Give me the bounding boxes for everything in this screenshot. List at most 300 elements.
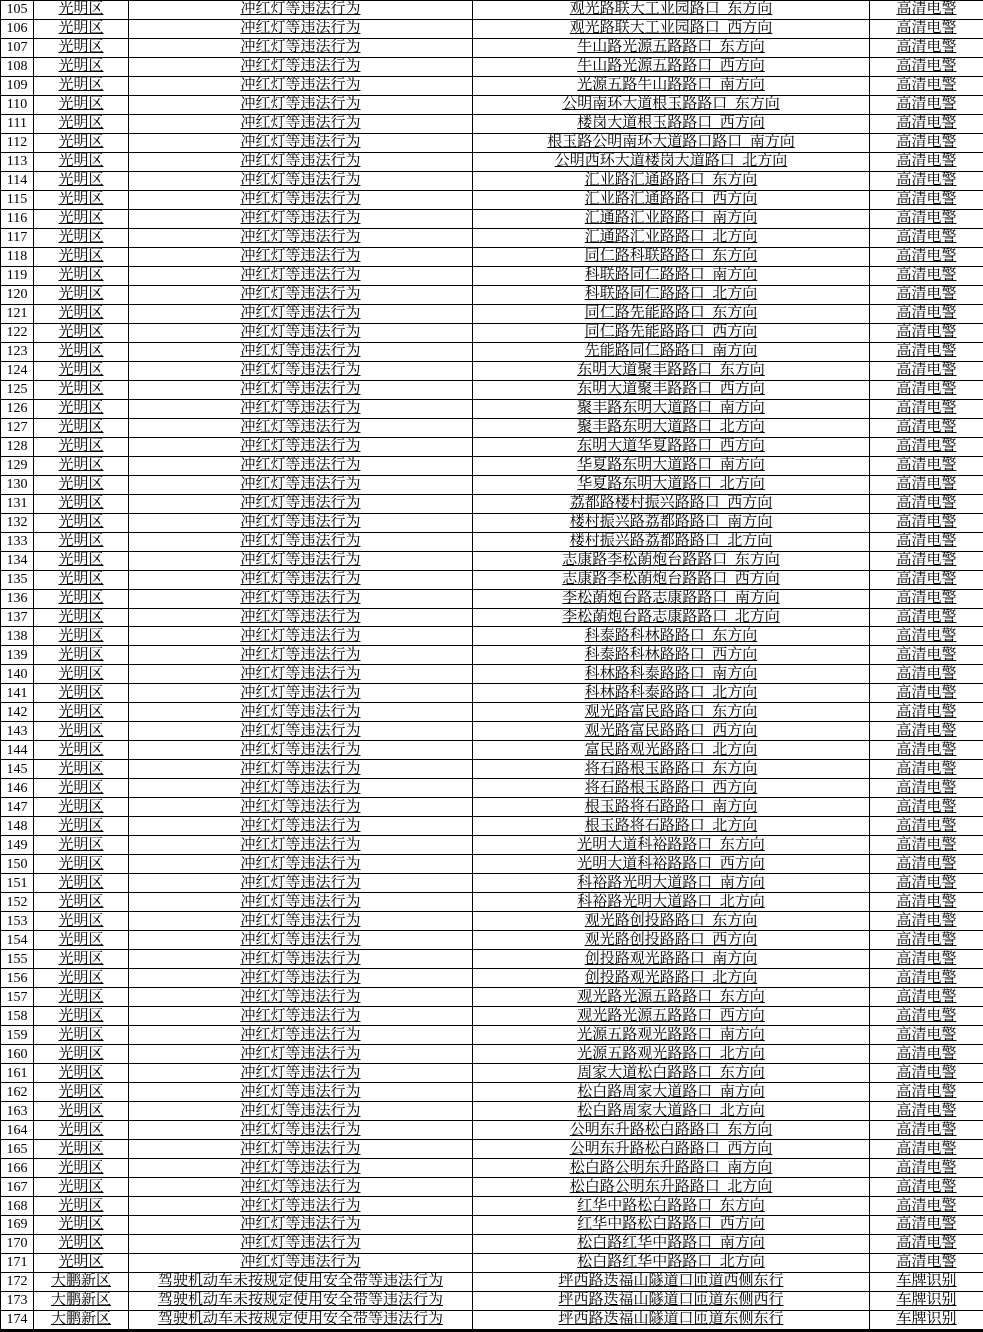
cell-district: 光明区 xyxy=(34,399,129,418)
cell-camera-type: 高清电警 xyxy=(870,1216,983,1235)
cell-camera-type: 高清电警 xyxy=(870,19,983,38)
cell-location: 观光路富民路路口 东方向 xyxy=(473,703,870,722)
cell-row-number: 142 xyxy=(1,703,34,722)
cell-violation-type: 冲红灯等违法行为 xyxy=(129,627,473,646)
cell-district: 光明区 xyxy=(34,114,129,133)
table-row xyxy=(1,380,983,399)
cell-location: 周家大道松白路路口 东方向 xyxy=(473,1064,870,1083)
cell-row-number: 131 xyxy=(1,494,34,513)
cell-row-number: 141 xyxy=(1,684,34,703)
cell-violation-type: 冲红灯等违法行为 xyxy=(129,1178,473,1197)
cell-camera-type: 高清电警 xyxy=(870,380,983,399)
cell-location: 松白路公明东升路路口 南方向 xyxy=(473,1159,870,1178)
table-row xyxy=(1,855,983,874)
cell-district: 光明区 xyxy=(34,95,129,114)
cell-row-number: 151 xyxy=(1,874,34,893)
cell-row-number: 128 xyxy=(1,437,34,456)
cell-location: 科林路科泰路路口 北方向 xyxy=(473,684,870,703)
table-row xyxy=(1,1272,983,1291)
cell-row-number: 110 xyxy=(1,95,34,114)
cell-location: 将石路根玉路路口 西方向 xyxy=(473,779,870,798)
cell-violation-type: 冲红灯等违法行为 xyxy=(129,342,473,361)
cell-camera-type: 高清电警 xyxy=(870,1234,983,1253)
cell-camera-type: 高清电警 xyxy=(870,494,983,513)
cell-violation-type: 冲红灯等违法行为 xyxy=(129,323,473,342)
table-row xyxy=(1,361,983,380)
table-row xyxy=(1,912,983,931)
table-row xyxy=(1,171,983,190)
cell-district: 光明区 xyxy=(34,57,129,76)
table-row xyxy=(1,931,983,950)
cell-violation-type: 冲红灯等违法行为 xyxy=(129,969,473,988)
cell-camera-type: 高清电警 xyxy=(870,76,983,95)
cell-row-number: 149 xyxy=(1,836,34,855)
cell-location: 志康路李松蓢炮台路路口 东方向 xyxy=(473,551,870,570)
table-row xyxy=(1,247,983,266)
cell-location: 光明大道科裕路路口 东方向 xyxy=(473,836,870,855)
cell-district: 光明区 xyxy=(34,171,129,190)
cell-district: 光明区 xyxy=(34,266,129,285)
cell-violation-type: 冲红灯等违法行为 xyxy=(129,228,473,247)
cell-violation-type: 冲红灯等违法行为 xyxy=(129,931,473,950)
table-row xyxy=(1,1159,983,1178)
cell-district: 光明区 xyxy=(34,494,129,513)
cell-camera-type: 高清电警 xyxy=(870,760,983,779)
cell-camera-type: 高清电警 xyxy=(870,703,983,722)
cell-row-number: 137 xyxy=(1,608,34,627)
table-row xyxy=(1,228,983,247)
cell-violation-type: 冲红灯等违法行为 xyxy=(129,874,473,893)
cell-camera-type: 高清电警 xyxy=(870,1159,983,1178)
cell-location: 同仁路科联路路口 东方向 xyxy=(473,247,870,266)
cell-row-number: 162 xyxy=(1,1083,34,1102)
table-row xyxy=(1,817,983,836)
cell-district: 光明区 xyxy=(34,988,129,1007)
cell-camera-type: 高清电警 xyxy=(870,95,983,114)
cell-camera-type: 高清电警 xyxy=(870,570,983,589)
cell-violation-type: 冲红灯等违法行为 xyxy=(129,589,473,608)
cell-violation-type: 冲红灯等违法行为 xyxy=(129,285,473,304)
cell-row-number: 170 xyxy=(1,1234,34,1253)
cell-district: 光明区 xyxy=(34,1,129,20)
cell-location: 红华中路松白路路口 西方向 xyxy=(473,1216,870,1235)
cell-district: 光明区 xyxy=(34,1140,129,1159)
cell-violation-type: 驾驶机动车未按规定使用安全带等违法行为 xyxy=(129,1310,473,1330)
cell-violation-type: 冲红灯等违法行为 xyxy=(129,76,473,95)
cell-district: 光明区 xyxy=(34,209,129,228)
cell-camera-type: 高清电警 xyxy=(870,608,983,627)
cell-violation-type: 冲红灯等违法行为 xyxy=(129,380,473,399)
cell-camera-type: 高清电警 xyxy=(870,171,983,190)
table-row xyxy=(1,969,983,988)
cell-location: 汇业路汇通路路口 东方向 xyxy=(473,171,870,190)
cell-row-number: 171 xyxy=(1,1253,34,1272)
cell-violation-type: 冲红灯等违法行为 xyxy=(129,1197,473,1216)
cell-row-number: 124 xyxy=(1,361,34,380)
cell-location: 根玉路将石路路口 北方向 xyxy=(473,817,870,836)
cell-district: 光明区 xyxy=(34,608,129,627)
cell-row-number: 109 xyxy=(1,76,34,95)
cell-camera-type: 高清电警 xyxy=(870,1140,983,1159)
cell-district: 光明区 xyxy=(34,1178,129,1197)
cell-row-number: 111 xyxy=(1,114,34,133)
cell-district: 光明区 xyxy=(34,38,129,57)
cell-location: 汇通路汇业路路口 南方向 xyxy=(473,209,870,228)
cell-row-number: 115 xyxy=(1,190,34,209)
table-row xyxy=(1,19,983,38)
cell-row-number: 120 xyxy=(1,285,34,304)
cell-district: 光明区 xyxy=(34,779,129,798)
cell-district: 光明区 xyxy=(34,950,129,969)
cell-row-number: 148 xyxy=(1,817,34,836)
table-row xyxy=(1,418,983,437)
cell-row-number: 112 xyxy=(1,133,34,152)
cell-camera-type: 高清电警 xyxy=(870,684,983,703)
cell-district: 光明区 xyxy=(34,760,129,779)
cell-district: 光明区 xyxy=(34,418,129,437)
cell-location: 楼村振兴路荔都路路口 南方向 xyxy=(473,513,870,532)
cell-violation-type: 冲红灯等违法行为 xyxy=(129,399,473,418)
cell-camera-type: 高清电警 xyxy=(870,285,983,304)
table-row xyxy=(1,874,983,893)
cell-location: 牛山路光源五路路口 东方向 xyxy=(473,38,870,57)
cell-location: 根玉路将石路路口 南方向 xyxy=(473,798,870,817)
cell-violation-type: 驾驶机动车未按规定使用安全带等违法行为 xyxy=(129,1272,473,1291)
cell-location: 观光路创投路路口 西方向 xyxy=(473,931,870,950)
table-row xyxy=(1,399,983,418)
cell-location: 坪西路迭福山隧道口匝道东侧西行 xyxy=(473,1291,870,1310)
cell-district: 光明区 xyxy=(34,228,129,247)
cell-location: 志康路李松蓢炮台路路口 西方向 xyxy=(473,570,870,589)
cell-district: 光明区 xyxy=(34,361,129,380)
cell-location: 科联路同仁路路口 南方向 xyxy=(473,266,870,285)
cell-row-number: 135 xyxy=(1,570,34,589)
cell-camera-type: 高清电警 xyxy=(870,152,983,171)
cell-violation-type: 冲红灯等违法行为 xyxy=(129,456,473,475)
cell-camera-type: 高清电警 xyxy=(870,1,983,20)
cell-row-number: 117 xyxy=(1,228,34,247)
cell-camera-type: 高清电警 xyxy=(870,304,983,323)
cell-district: 光明区 xyxy=(34,551,129,570)
cell-district: 光明区 xyxy=(34,817,129,836)
cell-camera-type: 高清电警 xyxy=(870,456,983,475)
cell-camera-type: 车牌识别 xyxy=(870,1310,983,1330)
cell-location: 公明南环大道根玉路路口 东方向 xyxy=(473,95,870,114)
cell-district: 光明区 xyxy=(34,437,129,456)
cell-row-number: 168 xyxy=(1,1197,34,1216)
cell-district: 光明区 xyxy=(34,532,129,551)
cell-violation-type: 冲红灯等违法行为 xyxy=(129,532,473,551)
cell-row-number: 106 xyxy=(1,19,34,38)
cell-violation-type: 冲红灯等违法行为 xyxy=(129,893,473,912)
cell-camera-type: 高清电警 xyxy=(870,1178,983,1197)
cell-violation-type: 冲红灯等违法行为 xyxy=(129,665,473,684)
cell-location: 松白路红华中路路口 南方向 xyxy=(473,1234,870,1253)
cell-row-number: 139 xyxy=(1,646,34,665)
cell-violation-type: 冲红灯等违法行为 xyxy=(129,190,473,209)
cell-camera-type: 高清电警 xyxy=(870,798,983,817)
cell-location: 观光路联大工业园路口 东方向 xyxy=(473,1,870,20)
cell-district: 光明区 xyxy=(34,190,129,209)
cell-row-number: 143 xyxy=(1,722,34,741)
table-row xyxy=(1,1083,983,1102)
cell-camera-type: 高清电警 xyxy=(870,1026,983,1045)
cell-violation-type: 冲红灯等违法行为 xyxy=(129,1121,473,1140)
cell-district: 光明区 xyxy=(34,342,129,361)
cell-row-number: 146 xyxy=(1,779,34,798)
cell-location: 观光路创投路路口 东方向 xyxy=(473,912,870,931)
cell-location: 红华中路松白路路口 东方向 xyxy=(473,1197,870,1216)
table-row xyxy=(1,475,983,494)
table-row xyxy=(1,779,983,798)
cell-camera-type: 高清电警 xyxy=(870,133,983,152)
cell-camera-type: 高清电警 xyxy=(870,874,983,893)
table-row xyxy=(1,950,983,969)
table-row xyxy=(1,703,983,722)
cell-row-number: 140 xyxy=(1,665,34,684)
cell-violation-type: 冲红灯等违法行为 xyxy=(129,855,473,874)
table-row xyxy=(1,1,983,20)
cell-row-number: 147 xyxy=(1,798,34,817)
cell-violation-type: 冲红灯等违法行为 xyxy=(129,703,473,722)
cell-district: 光明区 xyxy=(34,855,129,874)
cell-camera-type: 高清电警 xyxy=(870,1007,983,1026)
cell-camera-type: 高清电警 xyxy=(870,1197,983,1216)
cell-row-number: 118 xyxy=(1,247,34,266)
cell-violation-type: 冲红灯等违法行为 xyxy=(129,1234,473,1253)
cell-violation-type: 冲红灯等违法行为 xyxy=(129,988,473,1007)
table-row xyxy=(1,1310,983,1330)
table-row xyxy=(1,456,983,475)
cell-violation-type: 冲红灯等违法行为 xyxy=(129,646,473,665)
table-row xyxy=(1,646,983,665)
table-row xyxy=(1,323,983,342)
table-row xyxy=(1,152,983,171)
cell-violation-type: 冲红灯等违法行为 xyxy=(129,209,473,228)
cell-district: 光明区 xyxy=(34,1102,129,1121)
cell-camera-type: 高清电警 xyxy=(870,190,983,209)
table-row xyxy=(1,513,983,532)
cell-camera-type: 高清电警 xyxy=(870,1045,983,1064)
cell-location: 东明大道聚丰路路口 东方向 xyxy=(473,361,870,380)
cell-violation-type: 冲红灯等违法行为 xyxy=(129,266,473,285)
cell-row-number: 113 xyxy=(1,152,34,171)
cell-row-number: 161 xyxy=(1,1064,34,1083)
cell-location: 李松蓢炮台路志康路路口 南方向 xyxy=(473,589,870,608)
cell-row-number: 155 xyxy=(1,950,34,969)
cell-camera-type: 高清电警 xyxy=(870,893,983,912)
cell-violation-type: 冲红灯等违法行为 xyxy=(129,1007,473,1026)
cell-camera-type: 高清电警 xyxy=(870,38,983,57)
cell-violation-type: 冲红灯等违法行为 xyxy=(129,684,473,703)
cell-camera-type: 高清电警 xyxy=(870,551,983,570)
table-row xyxy=(1,95,983,114)
cell-location: 创投路观光路路口 南方向 xyxy=(473,950,870,969)
cell-camera-type: 高清电警 xyxy=(870,969,983,988)
cell-location: 华夏路东明大道路口 南方向 xyxy=(473,456,870,475)
table-row xyxy=(1,1045,983,1064)
cell-location: 东明大道华夏路路口 西方向 xyxy=(473,437,870,456)
cell-location: 光源五路牛山路路口 南方向 xyxy=(473,76,870,95)
table-row xyxy=(1,114,983,133)
cell-row-number: 166 xyxy=(1,1159,34,1178)
cell-location: 楼岗大道根玉路路口 西方向 xyxy=(473,114,870,133)
cell-camera-type: 高清电警 xyxy=(870,1083,983,1102)
table-row xyxy=(1,798,983,817)
cell-violation-type: 冲红灯等违法行为 xyxy=(129,817,473,836)
cell-location: 观光路光源五路路口 西方向 xyxy=(473,1007,870,1026)
cell-camera-type: 高清电警 xyxy=(870,57,983,76)
cell-district: 光明区 xyxy=(34,665,129,684)
cell-violation-type: 冲红灯等违法行为 xyxy=(129,1216,473,1235)
table-row xyxy=(1,1064,983,1083)
cell-district: 光明区 xyxy=(34,1026,129,1045)
table-row xyxy=(1,589,983,608)
table-row xyxy=(1,741,983,760)
cell-location: 科泰路科林路路口 西方向 xyxy=(473,646,870,665)
cell-row-number: 157 xyxy=(1,988,34,1007)
cell-district: 光明区 xyxy=(34,741,129,760)
cell-violation-type: 冲红灯等违法行为 xyxy=(129,171,473,190)
cell-camera-type: 高清电警 xyxy=(870,266,983,285)
cell-location: 先能路同仁路路口 南方向 xyxy=(473,342,870,361)
cell-camera-type: 高清电警 xyxy=(870,646,983,665)
cell-location: 科裕路光明大道路口 北方向 xyxy=(473,893,870,912)
cell-violation-type: 冲红灯等违法行为 xyxy=(129,152,473,171)
cell-camera-type: 高清电警 xyxy=(870,931,983,950)
cell-location: 荔都路楼村振兴路路口 西方向 xyxy=(473,494,870,513)
table-row xyxy=(1,1026,983,1045)
cell-district: 光明区 xyxy=(34,912,129,931)
cell-location: 公明东升路松白路路口 西方向 xyxy=(473,1140,870,1159)
cell-row-number: 138 xyxy=(1,627,34,646)
cell-district: 光明区 xyxy=(34,703,129,722)
cell-location: 富民路观光路路口 北方向 xyxy=(473,741,870,760)
cell-district: 光明区 xyxy=(34,133,129,152)
cell-location: 将石路根玉路路口 东方向 xyxy=(473,760,870,779)
cell-location: 李松蓢炮台路志康路路口 北方向 xyxy=(473,608,870,627)
cell-camera-type: 高清电警 xyxy=(870,627,983,646)
table-row xyxy=(1,437,983,456)
cell-violation-type: 冲红灯等违法行为 xyxy=(129,361,473,380)
table-row xyxy=(1,665,983,684)
cell-violation-type: 冲红灯等违法行为 xyxy=(129,760,473,779)
cell-violation-type: 冲红灯等违法行为 xyxy=(129,1026,473,1045)
cell-row-number: 158 xyxy=(1,1007,34,1026)
cell-district: 光明区 xyxy=(34,323,129,342)
table-row xyxy=(1,285,983,304)
table-row xyxy=(1,760,983,779)
cell-row-number: 119 xyxy=(1,266,34,285)
cell-district: 光明区 xyxy=(34,931,129,950)
cell-camera-type: 高清电警 xyxy=(870,247,983,266)
cell-camera-type: 高清电警 xyxy=(870,779,983,798)
cell-camera-type: 高清电警 xyxy=(870,988,983,1007)
cell-location: 汇通路汇业路路口 北方向 xyxy=(473,228,870,247)
cell-district: 光明区 xyxy=(34,646,129,665)
cell-camera-type: 高清电警 xyxy=(870,418,983,437)
cell-camera-type: 高清电警 xyxy=(870,950,983,969)
cell-violation-type: 冲红灯等违法行为 xyxy=(129,1253,473,1272)
cell-row-number: 159 xyxy=(1,1026,34,1045)
cell-location: 科裕路光明大道路口 南方向 xyxy=(473,874,870,893)
cell-row-number: 145 xyxy=(1,760,34,779)
cell-violation-type: 冲红灯等违法行为 xyxy=(129,133,473,152)
table-row xyxy=(1,532,983,551)
cell-location: 华夏路东明大道路口 北方向 xyxy=(473,475,870,494)
cell-row-number: 133 xyxy=(1,532,34,551)
cell-row-number: 126 xyxy=(1,399,34,418)
cell-camera-type: 高清电警 xyxy=(870,741,983,760)
cell-violation-type: 冲红灯等违法行为 xyxy=(129,1064,473,1083)
table-row xyxy=(1,190,983,209)
cell-district: 光明区 xyxy=(34,893,129,912)
cell-district: 光明区 xyxy=(34,1007,129,1026)
cell-row-number: 156 xyxy=(1,969,34,988)
cell-district: 光明区 xyxy=(34,570,129,589)
table-row xyxy=(1,893,983,912)
cell-camera-type: 高清电警 xyxy=(870,912,983,931)
table-row xyxy=(1,342,983,361)
cell-violation-type: 冲红灯等违法行为 xyxy=(129,836,473,855)
cell-row-number: 144 xyxy=(1,741,34,760)
cell-violation-type: 冲红灯等违法行为 xyxy=(129,1159,473,1178)
cell-row-number: 136 xyxy=(1,589,34,608)
table-row xyxy=(1,608,983,627)
table-row xyxy=(1,722,983,741)
cell-row-number: 172 xyxy=(1,1272,34,1291)
table-row xyxy=(1,1121,983,1140)
cell-district: 光明区 xyxy=(34,1159,129,1178)
table-row xyxy=(1,1291,983,1310)
table-row xyxy=(1,38,983,57)
table-row xyxy=(1,76,983,95)
cell-violation-type: 冲红灯等违法行为 xyxy=(129,741,473,760)
cell-violation-type: 冲红灯等违法行为 xyxy=(129,513,473,532)
cell-location: 同仁路先能路路口 东方向 xyxy=(473,304,870,323)
cell-location: 坪西路迭福山隧道口匝道西侧东行 xyxy=(473,1272,870,1291)
cell-row-number: 108 xyxy=(1,57,34,76)
table-row xyxy=(1,836,983,855)
cell-row-number: 152 xyxy=(1,893,34,912)
cell-row-number: 160 xyxy=(1,1045,34,1064)
cell-violation-type: 冲红灯等违法行为 xyxy=(129,722,473,741)
cell-district: 光明区 xyxy=(34,76,129,95)
cell-violation-type: 冲红灯等违法行为 xyxy=(129,475,473,494)
cell-camera-type: 车牌识别 xyxy=(870,1291,983,1310)
cell-violation-type: 冲红灯等违法行为 xyxy=(129,57,473,76)
cell-district: 光明区 xyxy=(34,1045,129,1064)
cell-district: 光明区 xyxy=(34,1064,129,1083)
cell-district: 光明区 xyxy=(34,247,129,266)
cell-district: 光明区 xyxy=(34,1083,129,1102)
cell-violation-type: 冲红灯等违法行为 xyxy=(129,19,473,38)
cell-district: 光明区 xyxy=(34,1253,129,1272)
cell-camera-type: 高清电警 xyxy=(870,361,983,380)
cell-camera-type: 高清电警 xyxy=(870,1121,983,1140)
cell-location: 光源五路观光路路口 南方向 xyxy=(473,1026,870,1045)
cell-camera-type: 高清电警 xyxy=(870,475,983,494)
cell-district: 光明区 xyxy=(34,627,129,646)
cell-district: 光明区 xyxy=(34,1121,129,1140)
table-row xyxy=(1,684,983,703)
cell-location: 聚丰路东明大道路口 南方向 xyxy=(473,399,870,418)
cell-location: 科联路同仁路路口 北方向 xyxy=(473,285,870,304)
table-row xyxy=(1,133,983,152)
cell-location: 松白路周家大道路口 南方向 xyxy=(473,1083,870,1102)
table-row xyxy=(1,1216,983,1235)
table-row xyxy=(1,209,983,228)
